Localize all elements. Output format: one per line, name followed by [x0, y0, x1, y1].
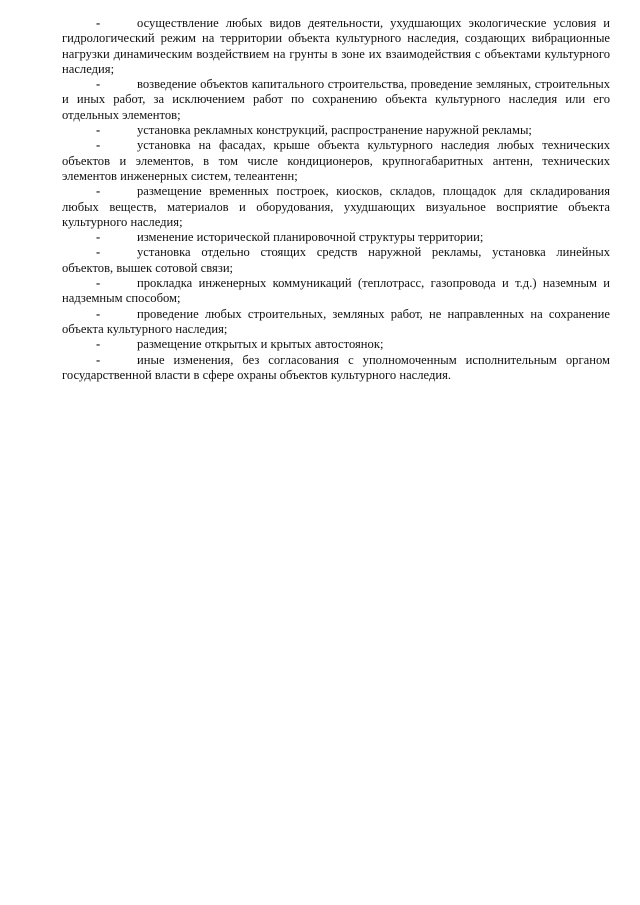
list-item-text: размещение открытых и крытых автостоянок;	[137, 337, 384, 352]
list-item	[62, 230, 610, 245]
bullet-marker: -	[96, 123, 101, 138]
bullet-marker: -	[96, 184, 101, 199]
bullet-marker: -	[96, 230, 101, 245]
list-item-text: установка рекламных конструкций, распространение наружной рекламы;	[137, 123, 532, 138]
list-item-text: размещение временных построек, киосков, складов, площадок для складирования любых веществ, материалов и оборудования, ухудшающих визуальное восприятие объекта культурного наследия;	[62, 184, 610, 229]
bullet-marker: -	[96, 16, 101, 30]
list-item	[62, 307, 610, 338]
bullet-marker: -	[96, 77, 101, 92]
list-item	[62, 184, 610, 230]
list-item	[62, 16, 610, 77]
bullet-marker: -	[96, 352, 101, 367]
list-item	[62, 276, 610, 307]
bullet-marker: -	[96, 276, 101, 291]
list-item-text: прокладка инженерных коммуникаций (теплотрасс, газопровода и т.д.) наземным и надземным способом;	[62, 276, 610, 306]
list-item	[62, 77, 610, 123]
list-item-text: возведение объектов капитального строительства, проведение земляных, строительных и иных работ, за исключением работ по сохранению объекта культурного наследия или его отдельных элементов;	[62, 77, 610, 122]
list-item-text: установка отдельно стоящих средств наружной рекламы, установка линейных объектов, вышек сотовой связи;	[62, 245, 610, 275]
bullet-marker: -	[96, 337, 101, 352]
list-item-text: осуществление любых видов деятельности, ухудшающих экологические условия и гидрологический режим на территории объекта культурного наследия, создающих вибрационные нагрузки динамическим воздействием на грунты в зоне их взаимодействия с объектами культурного наследия;	[62, 16, 610, 76]
list-item-text: проведение любых строительных, земляных работ, не направленных на сохранение объекта культурного наследия;	[62, 306, 610, 336]
bullet-marker: -	[96, 245, 101, 260]
bullet-marker: -	[96, 306, 101, 321]
document-page	[62, 16, 610, 383]
list-item	[62, 123, 610, 138]
list-item	[62, 245, 610, 276]
list-item-text: изменение исторической планировочной структуры территории;	[137, 230, 484, 245]
bullet-marker: -	[96, 138, 101, 153]
list-item	[62, 353, 610, 384]
list-item	[62, 337, 610, 352]
list-item-text: установка на фасадах, крыше объекта культурного наследия любых технических объектов и элементов, в том числе кондиционеров, крупногабаритных антенн, технических элементов инженерных систем, телеантенн;	[62, 138, 610, 183]
list-item	[62, 138, 610, 184]
list-item-text: иные изменения, без согласования с уполномоченным исполнительным органом государственной власти в сфере охраны объектов культурного наследия.	[62, 352, 610, 382]
